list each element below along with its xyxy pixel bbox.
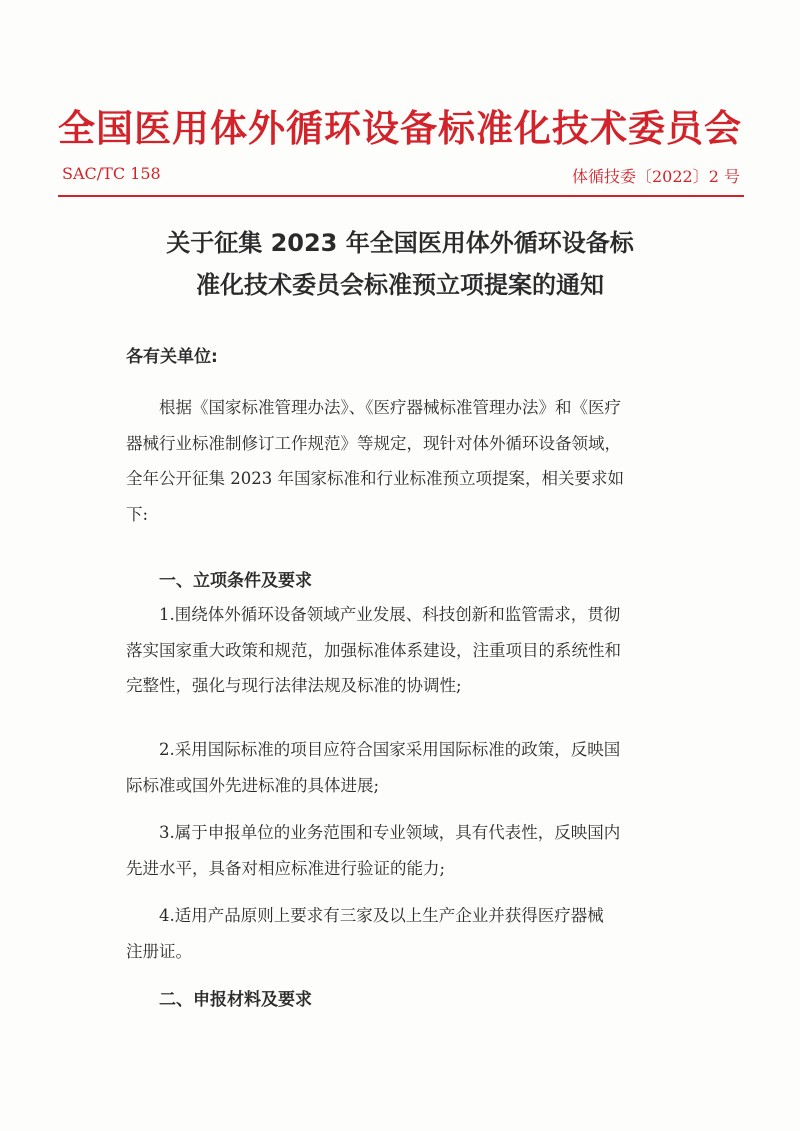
text-line: 器械行业标准制修订工作规范》等规定，现针对体外循环设备领域， (126, 433, 621, 453)
text-line: 落实国家重大政策和规范，加强标准体系建设，注重项目的系统性和 (126, 640, 621, 660)
text-line: 3.属于申报单位的业务范围和专业领域，具有代表性，反映国内 (159, 823, 621, 842)
committee-code: SAC/TC 158 (62, 164, 161, 183)
requirement-item-2 (126, 732, 686, 803)
text-line: 注册证。 (126, 941, 192, 961)
text-line: 4.适用产品原则上要求有三家及以上生产企业并获得医疗器械 (159, 906, 604, 925)
intro-paragraph (126, 390, 686, 532)
requirement-item-3 (126, 815, 686, 886)
title-line-1: 关于征集 2023 年全国医用体外循环设备标 (166, 229, 634, 257)
text-line: 根据《国家标准管理办法》、《医疗器械标准管理办法》和《医疗 (159, 398, 621, 417)
requirement-item-1 (126, 597, 686, 704)
letterhead-divider (58, 195, 744, 197)
title-line-2: 准化技术委员会标准预立项提案的通知 (196, 271, 604, 299)
letterhead-org-name: 全国医用体外循环设备标准化技术委员会 (58, 107, 742, 150)
text-line: 下: (126, 504, 149, 524)
requirement-item-4 (126, 898, 686, 969)
text-line: 先进水平，具备对相应标准进行验证的能力; (126, 858, 446, 878)
text-line: 完整性，强化与现行法律法规及标准的协调性; (126, 676, 462, 695)
section-heading-2: 二、申报材料及要求 (159, 990, 312, 1010)
text-line: 2.采用国际标准的项目应符合国家采用国际标准的政策，反映国 (159, 740, 621, 759)
text-line: 际标准或国外先进标准的具体进展; (126, 775, 380, 795)
text-line: 全年公开征集 2023 年国家标准和行业标准预立项提案，相关要求如 (126, 469, 624, 488)
text-line: 1.围绕体外循环设备领域产业发展、科技创新和监管需求，贯彻 (159, 605, 621, 624)
document-number: 体循技委〔2022〕2 号 (572, 167, 740, 186)
section-heading-1: 一、立项条件及要求 (159, 571, 312, 591)
salutation: 各有关单位: (126, 347, 218, 367)
document-title (60, 222, 740, 306)
